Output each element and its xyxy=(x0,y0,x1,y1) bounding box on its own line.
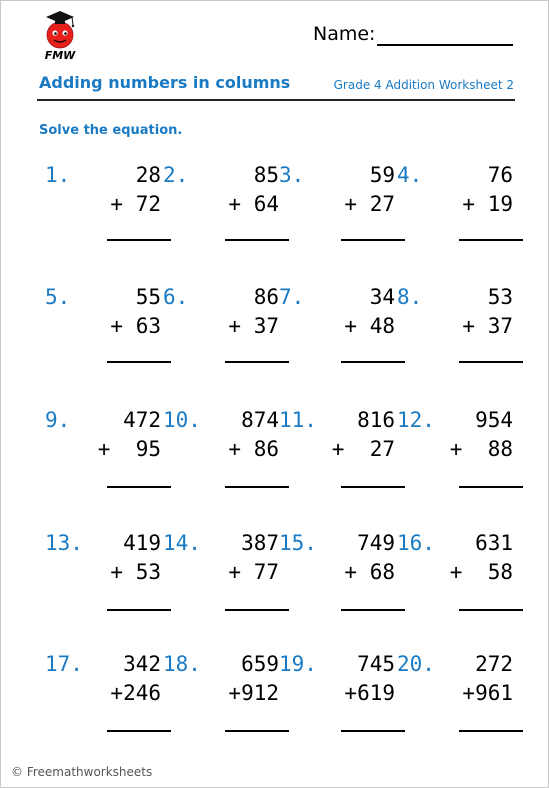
addend-bottom: + 64 xyxy=(228,192,279,216)
addend-top: 34 xyxy=(369,285,395,309)
addend-top: 749 xyxy=(357,531,395,555)
problem-12 xyxy=(397,408,513,508)
problem-20 xyxy=(397,652,513,752)
addend-top: 472 xyxy=(123,408,161,432)
addend-bottom: + 48 xyxy=(344,314,395,338)
answer-line[interactable] xyxy=(459,361,523,363)
answer-line[interactable] xyxy=(341,609,405,611)
addend-bottom: +912 xyxy=(228,681,279,705)
problem-number: 5. xyxy=(45,285,71,309)
addend-bottom: + 95 xyxy=(97,437,161,461)
addend-bottom: + 77 xyxy=(228,560,279,584)
addend-top: 53 xyxy=(487,285,513,309)
addend-bottom: + 58 xyxy=(449,560,513,584)
answer-line[interactable] xyxy=(107,361,171,363)
copyright-text: © Freemathworksheets xyxy=(11,765,153,779)
addend-bottom: + 27 xyxy=(331,437,395,461)
answer-line[interactable] xyxy=(107,609,171,611)
addend-bottom: + 63 xyxy=(110,314,161,338)
answer-line[interactable] xyxy=(341,239,405,241)
logo-text: FMW xyxy=(44,49,76,62)
problem-grid xyxy=(1,1,549,788)
problem-2 xyxy=(163,163,279,263)
problem-number: 9. xyxy=(45,408,71,432)
problem-number: 17. xyxy=(45,652,83,676)
problem-1 xyxy=(45,163,161,263)
problem-number: 12. xyxy=(397,408,435,432)
problem-number: 10. xyxy=(163,408,201,432)
problem-11 xyxy=(279,408,395,508)
addend-bottom: + 53 xyxy=(110,560,161,584)
problem-number: 1. xyxy=(45,163,71,187)
problem-10 xyxy=(163,408,279,508)
addend-bottom: +619 xyxy=(344,681,395,705)
addend-bottom: + 88 xyxy=(449,437,513,461)
problem-6 xyxy=(163,285,279,385)
problem-number: 18. xyxy=(163,652,201,676)
problem-number: 15. xyxy=(279,531,317,555)
answer-line[interactable] xyxy=(341,486,405,488)
addend-top: 816 xyxy=(357,408,395,432)
answer-line[interactable] xyxy=(341,361,405,363)
addend-bottom: + 27 xyxy=(344,192,395,216)
problem-13 xyxy=(45,531,161,631)
addend-top: 76 xyxy=(487,163,513,187)
problem-16 xyxy=(397,531,513,631)
answer-line[interactable] xyxy=(107,239,171,241)
addend-top: 631 xyxy=(475,531,513,555)
problem-15 xyxy=(279,531,395,631)
addend-top: 85 xyxy=(253,163,279,187)
answer-line[interactable] xyxy=(459,239,523,241)
addend-top: 954 xyxy=(475,408,513,432)
problem-number: 2. xyxy=(163,163,189,187)
addend-top: 342 xyxy=(123,652,161,676)
problem-18 xyxy=(163,652,279,752)
answer-line[interactable] xyxy=(107,730,171,732)
addend-top: 745 xyxy=(357,652,395,676)
problem-number: 7. xyxy=(279,285,305,309)
problem-number: 13. xyxy=(45,531,83,555)
problem-number: 11. xyxy=(279,408,317,432)
addend-bottom: +246 xyxy=(110,681,161,705)
worksheet-title: Adding numbers in columns xyxy=(39,73,291,92)
problem-number: 3. xyxy=(279,163,305,187)
instruction-text: Solve the equation. xyxy=(39,123,183,138)
problem-4 xyxy=(397,163,513,263)
problem-9 xyxy=(45,408,161,508)
problem-number: 6. xyxy=(163,285,189,309)
problem-number: 16. xyxy=(397,531,435,555)
answer-line[interactable] xyxy=(459,486,523,488)
answer-line[interactable] xyxy=(341,730,405,732)
addend-bottom: + 72 xyxy=(110,192,161,216)
problem-number: 14. xyxy=(163,531,201,555)
problem-14 xyxy=(163,531,279,631)
addend-top: 387 xyxy=(241,531,279,555)
addend-bottom: + 68 xyxy=(344,560,395,584)
addend-bottom: + 19 xyxy=(462,192,513,216)
addend-top: 874 xyxy=(241,408,279,432)
problem-number: 19. xyxy=(279,652,317,676)
addend-top: 272 xyxy=(475,652,513,676)
problem-number: 4. xyxy=(397,163,423,187)
answer-line[interactable] xyxy=(459,609,523,611)
answer-line[interactable] xyxy=(459,730,523,732)
problem-7 xyxy=(279,285,395,385)
addend-bottom: +961 xyxy=(462,681,513,705)
problem-number: 8. xyxy=(397,285,423,309)
addend-top: 55 xyxy=(135,285,161,309)
addend-top: 86 xyxy=(253,285,279,309)
answer-line[interactable] xyxy=(107,486,171,488)
name-label: Name: xyxy=(313,23,376,45)
addend-top: 659 xyxy=(241,652,279,676)
addend-bottom: + 37 xyxy=(462,314,513,338)
problem-number: 20. xyxy=(397,652,435,676)
worksheet-subtitle: Grade 4 Addition Worksheet 2 xyxy=(333,78,514,92)
addend-top: 28 xyxy=(135,163,161,187)
problem-17 xyxy=(45,652,161,752)
problem-5 xyxy=(45,285,161,385)
addend-bottom: + 86 xyxy=(228,437,279,461)
problem-3 xyxy=(279,163,395,263)
problem-8 xyxy=(397,285,513,385)
addend-top: 59 xyxy=(369,163,395,187)
addend-bottom: + 37 xyxy=(228,314,279,338)
problem-19 xyxy=(279,652,395,752)
addend-top: 419 xyxy=(123,531,161,555)
